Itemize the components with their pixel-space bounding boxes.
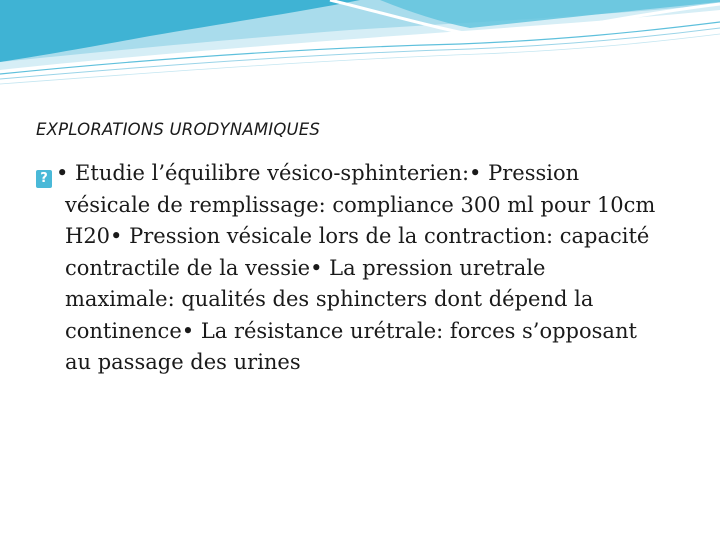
- body-line-5: maximale: qualités des sphincters dont dépend la: [65, 287, 594, 311]
- body-line-4: contractile de la vessie• La pression uretrale: [65, 255, 546, 280]
- slide-title: EXPLORATIONS URODYNAMIQUES: [36, 120, 321, 139]
- body-line-3: H20• Pression vésicale lors de la contraction: capacité: [65, 224, 650, 248]
- body-paragraph: [36, 158, 686, 379]
- missing-glyph-bullet-icon: ?: [36, 170, 52, 188]
- body-line-6: continence• La résistance urétrale: forces s’opposant: [65, 318, 637, 343]
- decorative-wave-header: [0, 0, 720, 90]
- body-line-1: [36, 158, 686, 190]
- body-line-7: au passage des urines: [65, 350, 301, 374]
- body-line-2: vésicale de remplissage: compliance 300 ml pour 10cm: [65, 192, 656, 217]
- body-line-1-text: • Etudie l’équilibre vésico-sphinterien:• Pression: [56, 161, 580, 185]
